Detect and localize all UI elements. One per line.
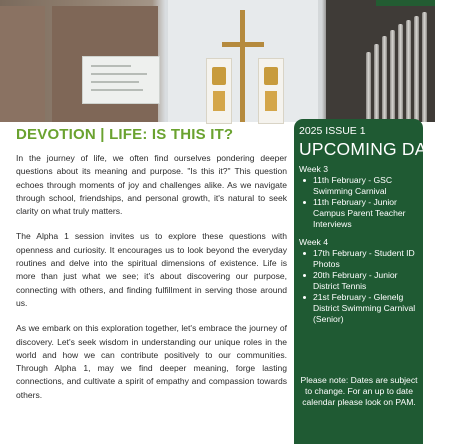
event-list xyxy=(299,175,419,230)
article-paragraph: As we embark on this exploration together, let's embrace the journey of discovery. Let's seek wisdom in understanding our unique roles in the world and how we can contribute positively to our communities. Through Alpha 1, may we find deeper meaning, forge lasting connections, and cultivate a spirit of empathy and compassion towards others. xyxy=(16,323,287,400)
panel-title: UPCOMING DATES xyxy=(299,139,460,159)
event-text: 20th February - Junior District Tennis xyxy=(313,270,398,291)
event-text: 17th February - Student ID Photos xyxy=(313,248,415,269)
event-text: 11th February - GSC Swimming Carnival xyxy=(313,175,393,196)
upcoming-dates-panel xyxy=(294,119,460,444)
cross-icon xyxy=(240,10,245,122)
event-list xyxy=(299,248,419,325)
issue-label: 2025 ISSUE 1 xyxy=(299,125,366,137)
disclaimer-note: Please note: Dates are subject to change. For an up to date calendar please look on PAM. xyxy=(300,375,418,407)
bullet-icon xyxy=(303,252,306,255)
week-label: Week 4 xyxy=(299,237,328,247)
cross-icon-bar xyxy=(222,42,264,47)
event-text: 21st February - Glenelg District Swimming Carnival (Senior) xyxy=(313,292,416,324)
article-paragraph: The Alpha 1 session invites us to explore these questions with openness and curiosity. It encourages us to look beyond the everyday routines and delve into the spiritual dimensions of existence. Life is more than just what we see; it's about discovering our purpose, connecting with others, and finding fulfillment in serving those around us. xyxy=(16,231,287,308)
bullet-icon xyxy=(303,274,306,277)
notice-board xyxy=(82,56,160,104)
liturgical-banner xyxy=(206,58,232,124)
event-item xyxy=(299,175,419,197)
organ-pipes xyxy=(326,0,435,122)
bullet-icon xyxy=(303,201,306,204)
event-item xyxy=(299,248,419,270)
article-headline: DEVOTION | LIFE: IS THIS IT? xyxy=(16,126,234,143)
church-interior-photo xyxy=(0,0,435,122)
event-item xyxy=(299,270,419,292)
article-paragraph: In the journey of life, we often find ourselves pondering deeper questions about its meaning and purpose. "Is this it?" This question echoes through moments of joy and challenges alike. As we navigate through school, friendships, and personal growth, it's natural to seek clarity on what truly matters. xyxy=(16,153,287,217)
liturgical-banner xyxy=(258,58,284,124)
bullet-icon xyxy=(303,296,306,299)
bullet-icon xyxy=(303,179,306,182)
event-item xyxy=(299,292,419,325)
green-ribbon xyxy=(376,0,435,6)
week-label: Week 3 xyxy=(299,164,328,174)
event-text: 11th February - Junior Campus Parent Teacher Interviews xyxy=(313,197,406,229)
event-item xyxy=(299,197,419,230)
devotion-article xyxy=(16,126,287,402)
wood-panel xyxy=(0,6,45,122)
